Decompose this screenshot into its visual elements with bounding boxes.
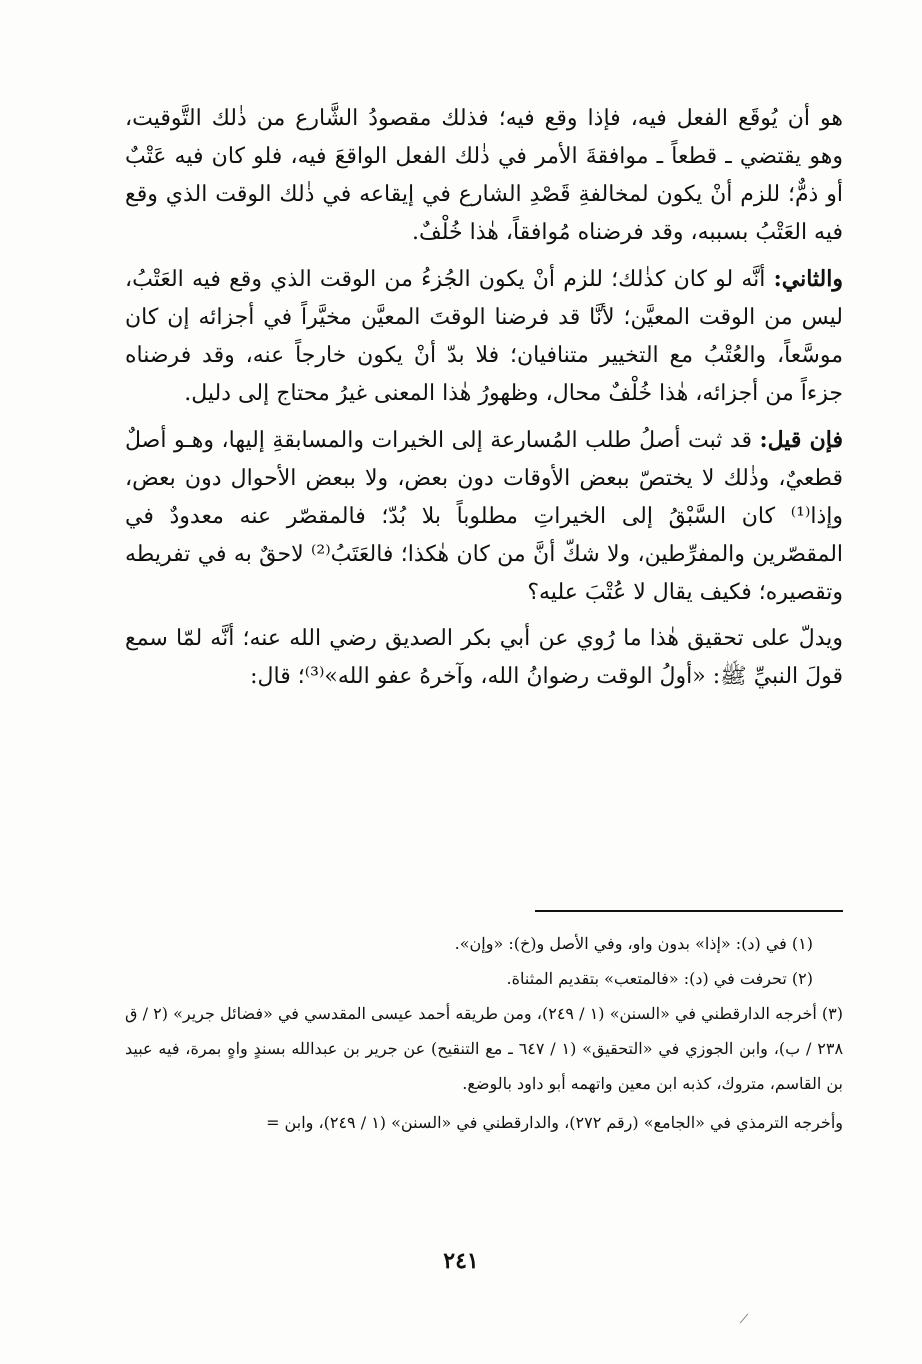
footnote-separator bbox=[535, 910, 843, 912]
paragraph-2-lead: والثاني: bbox=[773, 266, 843, 292]
scan-mark bbox=[740, 1314, 748, 1324]
paragraph-3 bbox=[125, 421, 843, 612]
footnote-2: (٢) تحرفت في (د): «فالمتعب» بتقديم المثناة. bbox=[506, 969, 813, 988]
footnote-1: (١) في (د): «إذا» بدون واو، وفي الأصل و(خ): «وإن». bbox=[454, 934, 813, 953]
page-number: ٢٤١ bbox=[443, 1248, 479, 1274]
footnote-4: وأخرجه الترمذي في «الجامع» (رقم ٢٧٢)، والدارقطني في «السنن» (١ / ٢٤٩)، وابن = bbox=[266, 1113, 843, 1132]
footnotes bbox=[125, 926, 843, 1140]
paragraph-2 bbox=[125, 260, 843, 413]
paragraph-4: ويدلّ على تحقيق هٰذا ما رُوي عن أبي بكر الصديق رضي الله عنه؛ أنَّه لمّا سمع قولَ النبيِّ ﷺ: «أولُ الوقت رضوانُ الله، وآخرهُ عفو الله»⁽³⁾؛ قال: bbox=[125, 626, 843, 689]
main-text bbox=[125, 100, 843, 704]
paragraph-2-text: أنَّه لو كان كذٰلك؛ للزم أنْ يكون الجُزءُ من الوقت الذي وقع فيه العَتْبُ، ليس من الوقت المعيَّن؛ لأنَّا قد فرضنا الوقتَ المعيَّن مخيَّراً في أجزائه إن كان موسَّعاً، والعُتْبُ مع التخيير متنافيان؛ فلا بدّ أنْ يكون خارجاً عنه، وقد فرضناه جزءاً من أجزائه، هٰذا خُلْفٌ محال، وظهورُ هٰذا المعنى غيرُ محتاج إلى دليل. bbox=[125, 267, 843, 406]
paragraph-3-lead: فإن قيل: bbox=[759, 427, 843, 453]
paragraph-3-text: قد ثبت أصلُ طلب المُسارعة إلى الخيرات والمسابقةِ إليها، وهـو أصلٌ قطعيٌ، وذٰلك لا يختصّ ببعض الأوقات دون بعض، ولا ببعض الأحوال دون بعض، وإذا⁽¹⁾ كان السَّبْقُ إلى الخيراتِ مطلوباً بلا بُدّ؛ فالمقصّر عنه معدودٌ في المقصّرين والمفرِّطين، ولا شكّ أنَّ من كان هٰكذا؛ فالعَتَبُ⁽²⁾ لاحقٌ به في تفريطه وتقصيره؛ فكيف يقال لا عُتْبَ عليه؟ bbox=[125, 428, 844, 605]
paragraph-1: هو أن يُوقَع الفعل فيه، فإذا وقع فيه؛ فذلك مقصودُ الشَّارع من ذٰلك التَّوقيت، وهو يقتضي ـ قطعاً ـ موافقةَ الأمر في ذٰلك الفعل الواقعَ فيه، فلو كان فيه عَتْبٌ أو ذمٌّ؛ للزم أنْ يكون لمخالفةِ قَصْدِ الشارع في إيقاعه في ذٰلك الوقت الذي وقع فيه العَتْبُ بسببه، وقد فرضناه مُوافقاً، هٰذا خُلْفٌ. bbox=[125, 106, 843, 245]
footnote-3: (٣) أخرجه الدارقطني في «السنن» (١ / ٢٤٩)، ومن طريقه أحمد عيسى المقدسي في «فضائل جرير» (٢ / ق ٢٣٨ / ب)، وابن الجوزي في «التحقيق» (١ / ٦٤٧ ـ مع التنقيح) عن جرير بن عبدالله بسندٍ واهٍ بمرة، فيه عبيد بن القاسم، متروك، كذبه ابن معين واتهمه أبو داود بالوضع. bbox=[125, 1004, 844, 1093]
